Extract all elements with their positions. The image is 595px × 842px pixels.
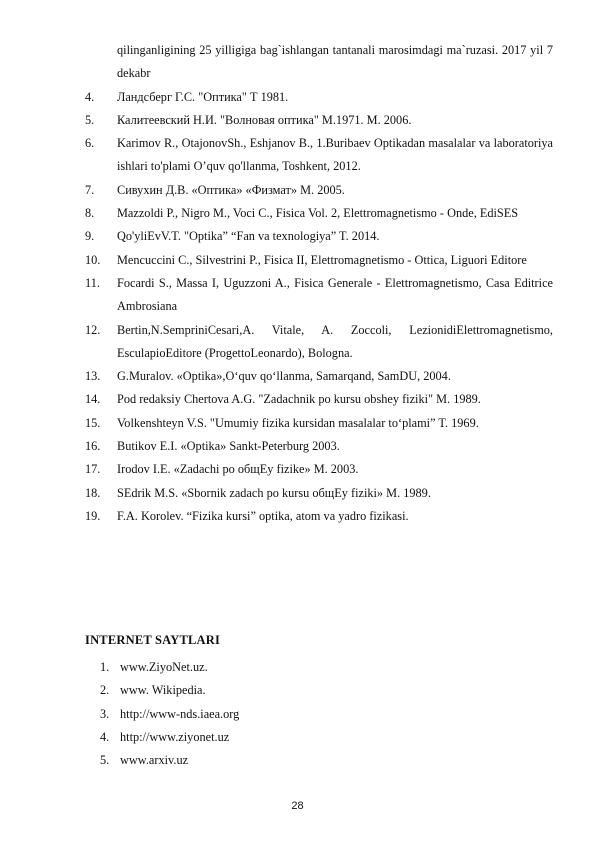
reference-text: Volkenshteyn V.S. "Umumiy fizika kursidan masalalar to‘plami” T. 1969. [117,415,479,430]
website-item [100,703,500,726]
reference-item [85,412,553,435]
reference-text: Karimov R., OtajonovSh., Eshjanov B., 1.Buribaev Optikadan masalalar va laboratoriya ishlari to'plami O’quv qo'llanma, Toshkent, 2012. [117,136,553,174]
reference-text: Bertin,N.SempriniCesari,A. Vitale, A. Zoccoli, LezionidiElettromagnetismo, EsculapioEditore (ProgettoLeonardo), Bologna. [117,322,553,360]
reference-item [85,319,553,366]
website-text: www.arxiv.uz [120,753,189,768]
reference-text: Ландсберг Г.С. "Оптика" Т 1981. [117,89,289,104]
reference-number: 10. [85,252,101,267]
reference-item [85,458,553,481]
reference-item [85,388,553,411]
website-number: 2. [100,683,110,698]
reference-text: Qo'yliEvV.T. "Optika” “Fan va texnologiya” T. 2014. [117,229,380,244]
reference-item [85,435,553,458]
reference-item [85,365,553,388]
reference-text: Mencuccini C., Silvestrini P., Fisica II, Elettromagnetismo - Ottica, Liguori Editore [117,252,527,267]
internet-sites-heading: INTERNET SAYTLARI [85,633,221,647]
website-item [100,679,500,702]
website-text: www. Wikipedia. [120,683,206,698]
website-item [100,726,500,749]
website-text: http://www-nds.iaea.org [120,706,240,721]
reference-number: 18. [85,485,101,500]
reference-item [85,132,553,179]
reference-number: 12. [85,322,101,337]
reference-number: 14. [85,392,101,407]
reference-number: 17. [85,462,101,477]
website-text: www.ZiyoNet.uz. [120,660,208,674]
reference-text: Mazzoldi P., Nigro M., Voci C., Fisica Vol. 2, Elettromagnetismo - Onde, EdiSES [117,206,519,221]
reference-text: G.Muralov. «Optika»,O‘quv qo‘llanma, Samarqand, SamDU, 2004. [117,369,451,384]
reference-item [85,86,553,109]
reference-number: 19. [85,508,101,523]
reference-number: 9. [85,229,95,244]
reference-text: Pod redaksiy Chertova A.G. "Zadachnik po kursu obshey fiziki" M. 1989. [117,392,481,407]
reference-text: Focardi S., Massa I, Uguzzoni A., Fisica Generale - Elettromagnetismo, Casa Editrice Ambrosiana [117,275,553,314]
reference-item [85,272,553,319]
reference-number: 13. [85,369,101,384]
reference-text: qilinganligining 25 yilligiga bag`ishlangan tantanali marosimdagi ma`ruzasi. 2017 yil 7 dekabr [117,43,553,81]
reference-item [85,202,553,225]
website-number: 1. [100,660,110,674]
reference-item [85,225,553,248]
reference-text: SEdrik M.S. «Sbornik zadach po kursu oбщEy fiziki» M. 1989. [117,485,431,500]
reference-item [85,249,553,272]
reference-number: 16. [85,439,101,454]
reference-number: 6. [85,136,95,151]
reference-number: 5. [85,112,95,127]
page-number: 28 [291,800,304,812]
website-item [100,749,500,772]
reference-number: 15. [85,415,101,430]
website-number: 5. [100,753,110,768]
reference-text: Сивухин Д.В. «Оптика» «Физмат» М. 2005. [117,182,345,197]
reference-number: 4. [85,89,95,104]
reference-text: Butikov E.I. «Optika» Sankt-Peterburg 2003. [117,439,340,454]
reference-text: Irodov I.E. «Zadachi po oбщEy fizike» M. 2003. [117,462,359,477]
reference-number: 11. [85,275,100,290]
reference-text: F.A. Korolev. “Fizika kursi” optika, atom va yadro fizikasi. [117,508,409,523]
reference-item [85,39,553,86]
reference-item [85,482,553,505]
reference-text: Калитеевский Н.И. "Волновая оптика" М.1971. М. 2006. [117,112,412,127]
website-item [100,656,500,679]
website-text: http://www.ziyonet.uz [120,729,230,744]
reference-number: 8. [85,206,95,221]
website-number: 3. [100,706,110,721]
reference-item [85,109,553,132]
reference-item [85,179,553,202]
reference-item [85,505,553,528]
reference-list [85,39,553,528]
website-list [100,656,500,772]
reference-number: 7. [85,182,95,197]
website-number: 4. [100,729,110,744]
